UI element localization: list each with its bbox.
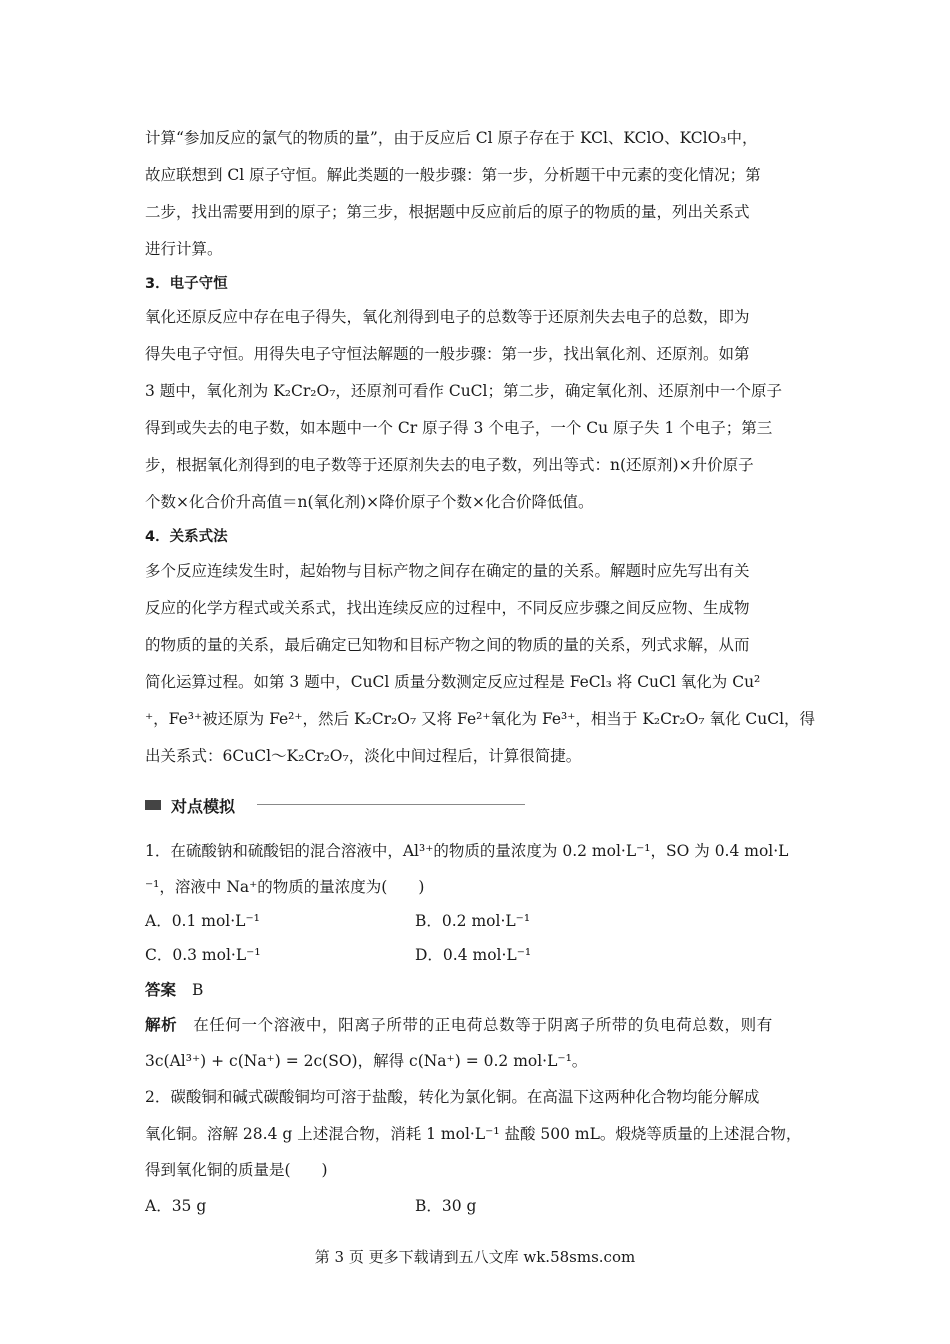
body-line: 氧化还原反应中存在电子得失，氧化剂得到电子的总数等于还原剂失去电子的总数，即为	[145, 308, 750, 326]
section-header	[145, 793, 525, 817]
body-line: 步，根据氧化剂得到的电子数等于还原剂失去的电子数，列出等式：n(还原剂)×升价原子	[145, 456, 754, 474]
answer-row	[145, 980, 203, 1000]
section-marker-icon	[145, 800, 161, 810]
question-1-stem: ⁻¹，溶液中 Na⁺的物质的量浓度为( )	[145, 878, 425, 896]
body-line: 二步，找出需要用到的原子；第三步，根据题中反应前后的原子的物质的量，列出关系式	[145, 203, 750, 221]
body-line: 个数×化合价升高值＝n(氧化剂)×降价原子个数×化合价降低值。	[145, 493, 594, 511]
heading-electron-conservation: 3．电子守恒	[145, 276, 228, 292]
section-divider	[257, 804, 525, 805]
analysis-text: 在任何一个溶液中，阳离子所带的正电荷总数等于阴离子所带的负电荷总数，则有	[193, 1016, 773, 1034]
page-footer: 第 3 页 更多下载请到五八文库 wk.58sms.com	[314, 1248, 636, 1266]
option-a[interactable]: A．35 g	[145, 1197, 207, 1215]
analysis-row	[145, 1015, 773, 1035]
analysis-label: 解析	[145, 1016, 178, 1034]
body-line: 故应联想到 Cl 原子守恒。解此类题的一般步骤：第一步，分析题干中元素的变化情况；第	[145, 166, 761, 184]
body-line: 3 题中，氧化剂为 K₂Cr₂O₇，还原剂可看作 CuCl；第二步，确定氧化剂、还原剂中一个原子	[145, 382, 783, 400]
answer-label: 答案	[145, 981, 177, 999]
question-2-stem: 氧化铜。溶解 28.4 g 上述混合物，消耗 1 mol·L⁻¹ 盐酸 500 mL。煅烧等质量的上述混合物，	[145, 1125, 802, 1143]
body-line: 出关系式：6CuCl～K₂Cr₂O₇，淡化中间过程后，计算很简捷。	[145, 747, 582, 765]
option-c[interactable]: C．0.3 mol·L⁻¹	[145, 946, 261, 964]
heading-relation-method: 4．关系式法	[145, 529, 228, 545]
question-2-stem: 得到氧化铜的质量是( )	[145, 1161, 328, 1179]
question-2-stem: 2．碳酸铜和碱式碳酸铜均可溶于盐酸，转化为氯化铜。在高温下这两种化合物均能分解成	[145, 1088, 760, 1106]
body-line: 简化运算过程。如第 3 题中，CuCl 质量分数测定反应过程是 FeCl₃ 将 CuCl 氧化为 Cu²	[145, 673, 761, 691]
body-line: 反应的化学方程式或关系式，找出连续反应的过程中，不同反应步骤之间反应物、生成物	[145, 599, 750, 617]
body-line: 得失电子守恒。用得失电子守恒法解题的一般步骤：第一步，找出氧化剂、还原剂。如第	[145, 345, 750, 363]
body-line: ⁺，Fe³⁺被还原为 Fe²⁺，然后 K₂Cr₂O₇ 又将 Fe²⁺氧化为 Fe³⁺，相当于 K₂Cr₂O₇ 氧化 CuCl，得	[145, 710, 816, 728]
analysis-text: 3c(Al³⁺) + c(Na⁺) = 2c(SO)，解得 c(Na⁺) = 0.2 mol·L⁻¹。	[145, 1052, 588, 1070]
answer-value: B	[192, 981, 204, 999]
section-title: 对点模拟	[171, 797, 236, 816]
body-line: 得到或失去的电子数，如本题中一个 Cr 原子得 3 个电子，一个 Cu 原子失 1 个电子；第三	[145, 419, 773, 437]
question-1-stem: 1．在硫酸钠和硫酸铝的混合溶液中，Al³⁺的物质的量浓度为 0.2 mol·L⁻¹，SO 为 0.4 mol·L	[145, 842, 789, 860]
option-a[interactable]: A．0.1 mol·L⁻¹	[145, 912, 260, 930]
body-line: 计算“参加反应的氯气的物质的量”，由于反应后 Cl 原子存在于 KCl、KClO、KClO₃中，	[145, 129, 758, 147]
option-b[interactable]: B．0.2 mol·L⁻¹	[415, 912, 531, 930]
body-line: 的物质的量的关系，最后确定已知物和目标产物之间的物质的量的关系，列式求解，从而	[145, 636, 750, 654]
option-d[interactable]: D．0.4 mol·L⁻¹	[415, 946, 532, 964]
body-line: 进行计算。	[145, 240, 223, 258]
option-b[interactable]: B．30 g	[415, 1197, 477, 1215]
body-line: 多个反应连续发生时，起始物与目标产物之间存在确定的量的关系。解题时应先写出有关	[145, 562, 750, 580]
